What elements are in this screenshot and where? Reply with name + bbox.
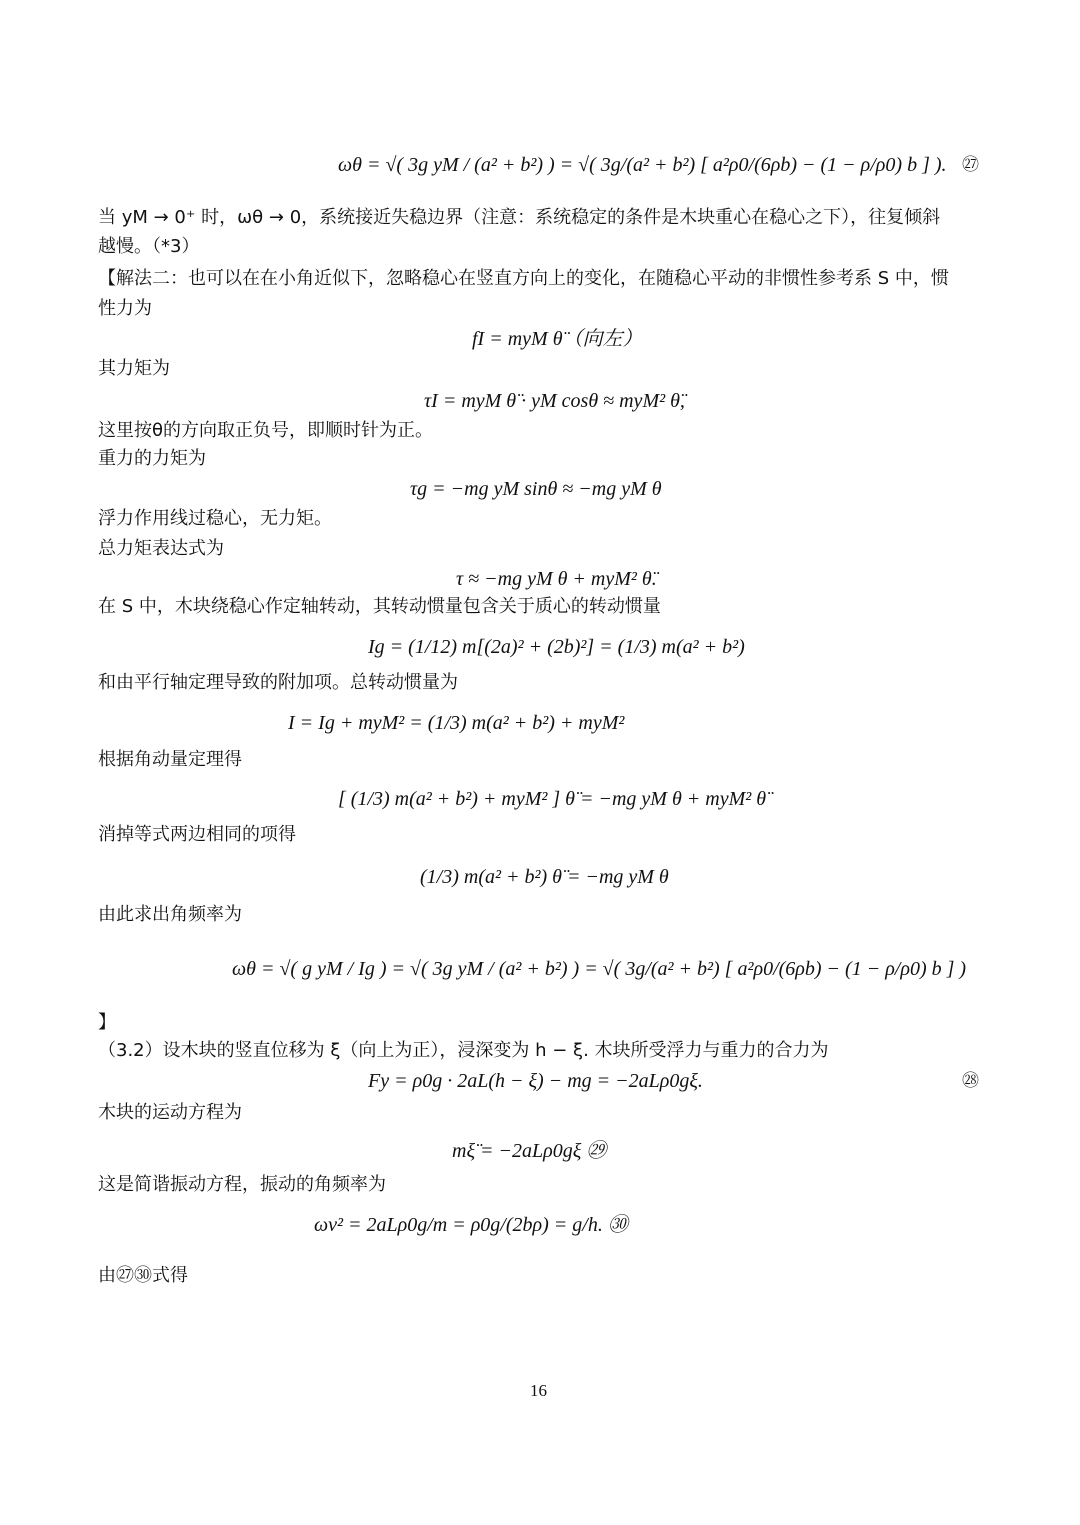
closing-bracket: 】 [98, 1012, 116, 1033]
equation-net-force: Fy = ρ0g · 2aL(h − ξ) − mg = −2aLρ0gξ. [368, 1070, 703, 1092]
paragraph-line: 这里按θ的方向取正负号，即顺时针为正。 [98, 420, 434, 441]
equation-angular-momentum: [ (1/3) m(a² + b²) + myM² ] θ̈ = −mg yM θ + myM² θ̈ [338, 788, 767, 810]
paragraph-line: 浮力作用线过稳心，无力矩。 [98, 508, 332, 529]
equation-simplified: (1/3) m(a² + b²) θ̈ = −mg yM θ [420, 866, 669, 888]
paragraph-line: 性力为 [98, 298, 152, 319]
paragraph-line: 根据角动量定理得 [98, 749, 242, 770]
paragraph-line: 木块的运动方程为 [98, 1102, 242, 1123]
paragraph-line: 由此求出角频率为 [98, 904, 242, 925]
equation-moment-of-inertia-cm: Ig = (1/12) m[(2a)² + (2b)²] = (1/3) m(a² + b²) [368, 636, 745, 658]
paragraph-line: 由㉗㉚式得 [98, 1265, 188, 1286]
equation-vertical-frequency: ωv² = 2aLρ0g/m = ρ0g/(2bρ) = g/h. ㉚ [314, 1214, 628, 1236]
page-number: 16 [530, 1381, 547, 1400]
paragraph-line: 在 S 中，木块绕稳心作定轴转动，其转动惯量包含关于质心的转动惯量 [98, 596, 661, 617]
equation-number-28: ㉘ [962, 1071, 979, 1091]
equation-motion: mξ̈ = −2aLρ0gξ ㉙ [452, 1140, 607, 1162]
paragraph-line: 总力矩表达式为 [98, 538, 224, 559]
paragraph-line: 【解法二：也可以在在小角近似下，忽略稳心在竖直方向上的变化，在随稳心平动的非惯性参考系 S 中，惯 [98, 268, 949, 289]
equation-number-27: ㉗ [962, 155, 979, 175]
paragraph-line: 这是简谐振动方程，振动的角频率为 [98, 1174, 386, 1195]
equation-total-torque: τ ≈ −mg yM θ + myM² θ̈. [456, 568, 657, 590]
paragraph-line: 越慢。（*3） [98, 236, 200, 257]
equation-inertial-force: fI = myM θ̈（向左） [472, 328, 643, 350]
paragraph-line: 重力的力矩为 [98, 448, 206, 469]
paragraph-line: 和由平行轴定理导致的附加项。总转动惯量为 [98, 672, 458, 693]
paragraph-line: （3.2）设木块的竖直位移为 ξ（向上为正），浸深变为 h − ξ. 木块所受浮力与重力的合力为 [98, 1040, 829, 1061]
paragraph-line: 消掉等式两边相同的项得 [98, 824, 296, 845]
equation-inertial-torque: τI = myM θ̈ · yM cosθ ≈ myM² θ̈, [424, 390, 685, 412]
paragraph-line: 其力矩为 [98, 358, 170, 379]
equation-gravity-torque: τg = −mg yM sinθ ≈ −mg yM θ [410, 478, 662, 500]
paragraph-line: 当 yM → 0⁺ 时，ωθ → 0，系统接近失稳边界（注意：系统稳定的条件是木块重心在稳心之下），往复倾斜 [98, 207, 941, 228]
equation-total-inertia: I = Ig + myM² = (1/3) m(a² + b²) + myM² [288, 712, 625, 734]
equation-angular-frequency: ωθ = √( g yM / Ig ) = √( 3g yM / (a² + b²) ) = √( 3g/(a² + b²) [ a²ρ0/(6ρb) − (1 − ρ/ρ0) b ] ) [232, 958, 967, 980]
equation-omega-theta: ωθ = √( 3g yM / (a² + b²) ) = √( 3g/(a² + b²) [ a²ρ0/(6ρb) − (1 − ρ/ρ0) b ] ). [338, 154, 947, 176]
